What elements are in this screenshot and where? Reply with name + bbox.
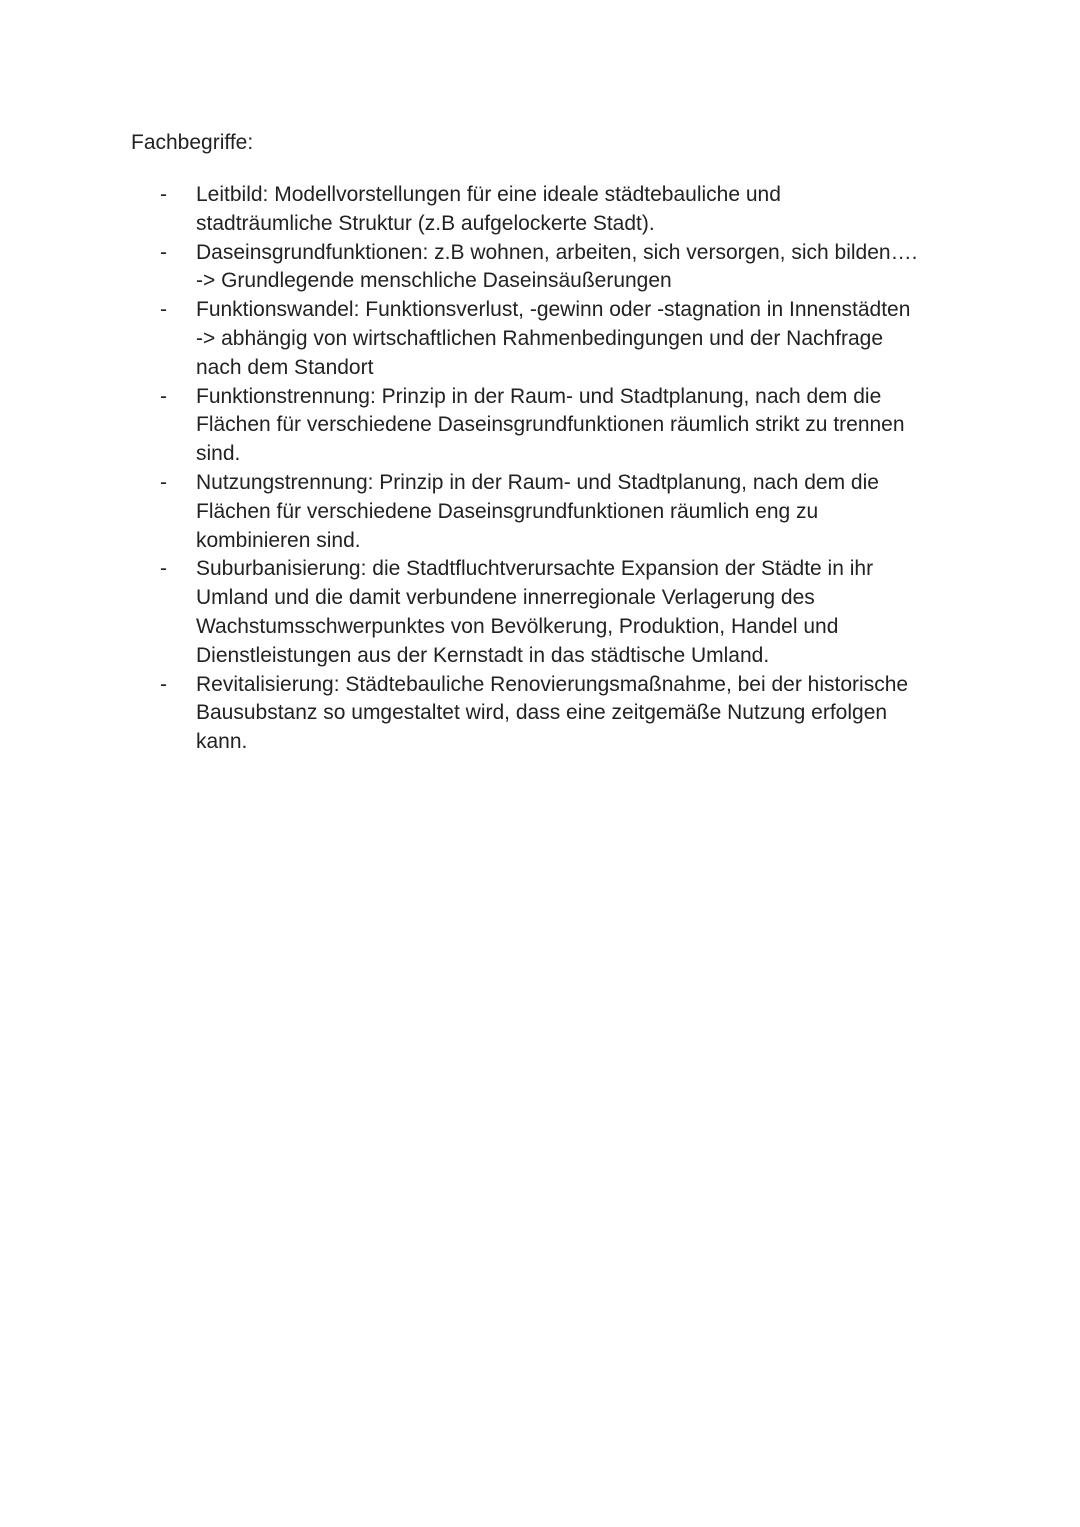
text-line: nach dem Standort — [196, 355, 374, 379]
text-line: Flächen für verschiedene Daseinsgrundfunktionen räumlich strikt zu trennen — [196, 413, 905, 437]
text-line: Funktionswandel: Funktionsverlust, -gewinn oder -stagnation in Innenstädten — [196, 298, 911, 322]
list-item-funktionswandel — [160, 296, 960, 382]
text-line: Flächen für verschiedene Daseinsgrundfunktionen räumlich eng zu — [196, 499, 819, 523]
glossary-list — [160, 181, 960, 757]
text-line: Dienstleistungen aus der Kernstadt in das städtische Umland. — [196, 643, 770, 667]
text-line: Daseinsgrundfunktionen: z.B wohnen, arbeiten, sich versorgen, sich bilden…. — [196, 240, 918, 264]
text-line: Bausubstanz so umgestaltet wird, dass eine zeitgemäße Nutzung erfolgen — [196, 701, 888, 725]
list-item-daseinsgrundfunktionen — [160, 239, 960, 297]
list-item-revitalisierung — [160, 671, 960, 757]
text-line: Funktionstrennung: Prinzip in der Raum- und Stadtplanung, nach dem die — [196, 384, 882, 408]
bullet-dash: - — [160, 240, 167, 264]
text-line: Wachstumsschwerpunktes von Bevölkerung, Produktion, Handel und — [196, 614, 839, 638]
bullet-dash: - — [160, 183, 167, 206]
bullet-dash: - — [160, 470, 167, 494]
text-line: sind. — [196, 442, 241, 466]
page-title: Fachbegriffe: — [131, 131, 254, 154]
text-line: Suburbanisierung: die Stadtfluchtverursachte Expansion der Städte in ihr — [196, 557, 874, 581]
bullet-dash: - — [160, 557, 167, 581]
text-line: Nutzungstrennung: Prinzip in der Raum- und Stadtplanung, nach dem die — [196, 470, 879, 494]
list-item-suburbanisierung — [160, 555, 960, 670]
text-line: Revitalisierung: Städtebauliche Renovierungsmaßnahme, bei der historische — [196, 672, 909, 696]
text-line: stadträumliche Struktur (z.B aufgelockerte Stadt). — [196, 211, 655, 235]
text-line: Leitbild: Modellvorstellungen für eine ideale städtebauliche und — [196, 183, 781, 206]
bullet-dash: - — [160, 298, 167, 322]
list-item-leitbild — [160, 181, 960, 239]
text-line: -> abhängig von wirtschaftlichen Rahmenbedingungen und der Nachfrage — [196, 326, 884, 350]
bullet-dash: - — [160, 672, 167, 696]
text-line: kann. — [196, 730, 248, 754]
list-item-funktionstrennung — [160, 383, 960, 469]
text-line: -> Grundlegende menschliche Daseinsäußerungen — [196, 269, 672, 293]
list-item-nutzungstrennung — [160, 469, 960, 555]
bullet-dash: - — [160, 384, 167, 408]
text-line: Umland und die damit verbundene innerregionale Verlagerung des — [196, 586, 815, 610]
text-line: kombinieren sind. — [196, 528, 361, 552]
